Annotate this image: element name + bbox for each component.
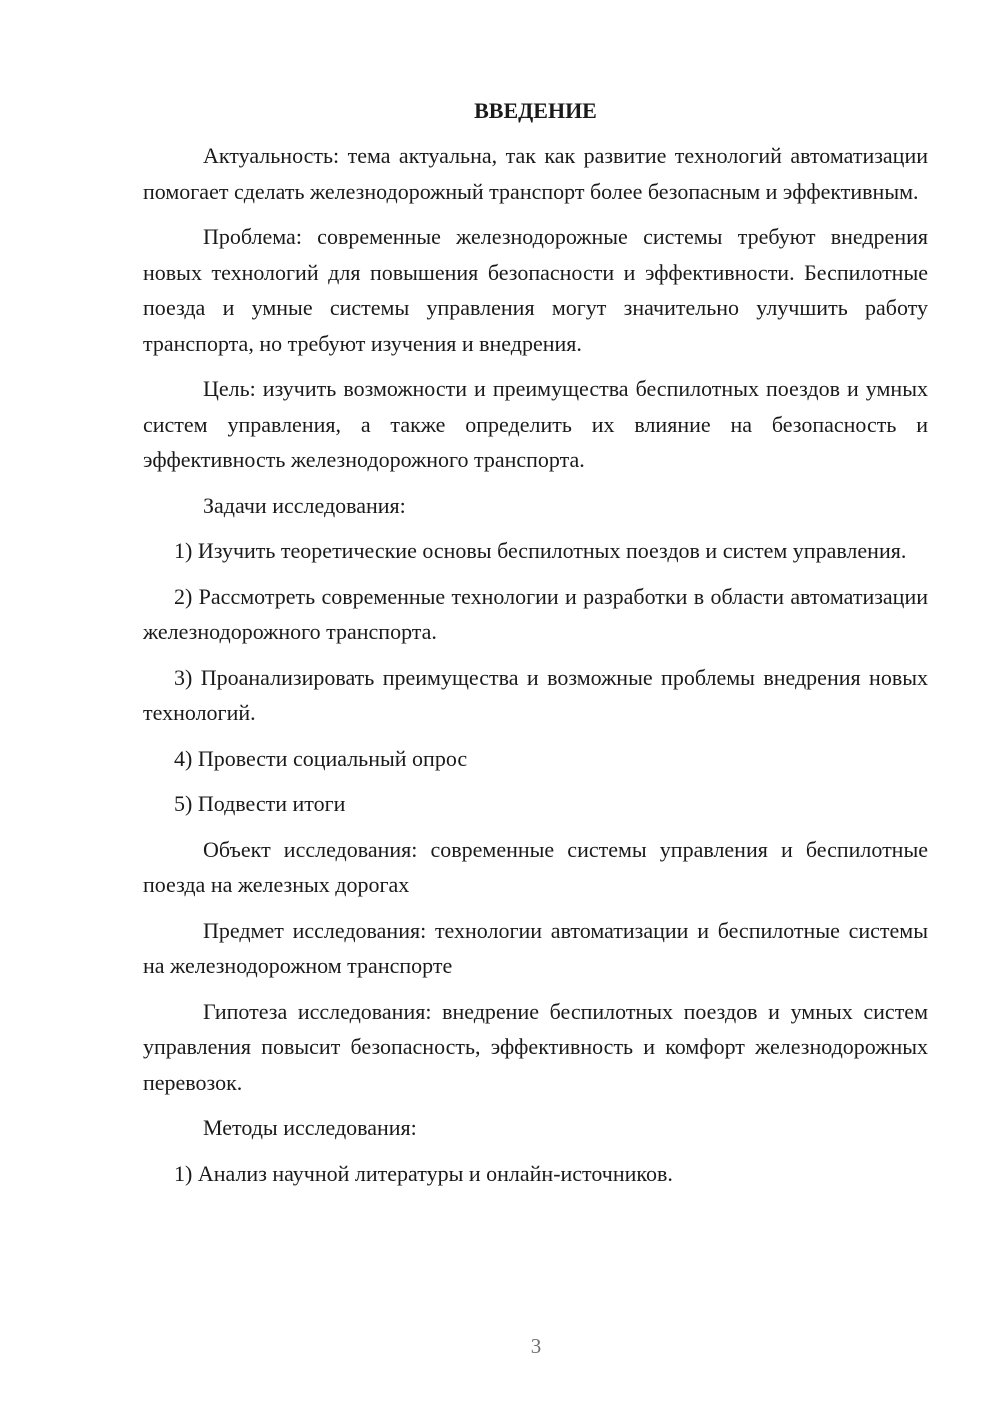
page-content	[143, 96, 928, 1201]
task-item-5: 5) Подвести итоги	[174, 791, 346, 816]
relevance-paragraph: Актуальность: тема актуальна, так как развитие технологий автоматизации помогает сделать железнодорожный транспорт более безопасным и эффективным.	[143, 143, 928, 204]
page-number: 3	[530, 1334, 542, 1358]
task-item-2: 2) Рассмотреть современные технологии и разработки в области автоматизации железнодорожного транспорта.	[143, 583, 928, 644]
method-item-1: 1) Анализ научной литературы и онлайн-источников.	[174, 1160, 673, 1186]
section-heading: ВВЕДЕНИЕ	[474, 98, 597, 123]
methods-title: Методы исследования:	[203, 1115, 417, 1140]
problem-paragraph: Проблема: современные железнодорожные системы требуют внедрения новых технологий для повышения безопасности и эффективности. Беспилотные поезда и умные системы управления могут значительно улучшить работу транспорта, но требуют изучения и внедрения.	[143, 224, 928, 356]
goal-paragraph: Цель: изучить возможности и преимущества беспилотных поездов и умных систем управления, а также определить их влияние на безопасность и эффективность железнодорожного транспорта.	[143, 376, 928, 472]
task-item-1: 1) Изучить теоретические основы беспилотных поездов и систем управления.	[174, 538, 907, 563]
hypothesis-paragraph: Гипотеза исследования: внедрение беспилотных поездов и умных систем управления повысит безопасность, эффективность и комфорт железнодорожных перевозок.	[143, 998, 928, 1095]
subject-paragraph: Предмет исследования: технологии автоматизации и беспилотные системы на железнодорожном транспорте	[143, 917, 928, 978]
task-item-4: 4) Провести социальный опрос	[174, 745, 468, 771]
tasks-title: Задачи исследования:	[203, 492, 406, 518]
object-paragraph: Объект исследования: современные системы управления и беспилотные поезда на железных дорогах	[143, 836, 928, 897]
task-item-3: 3) Проанализировать преимущества и возможные проблемы внедрения новых технологий.	[143, 664, 928, 725]
